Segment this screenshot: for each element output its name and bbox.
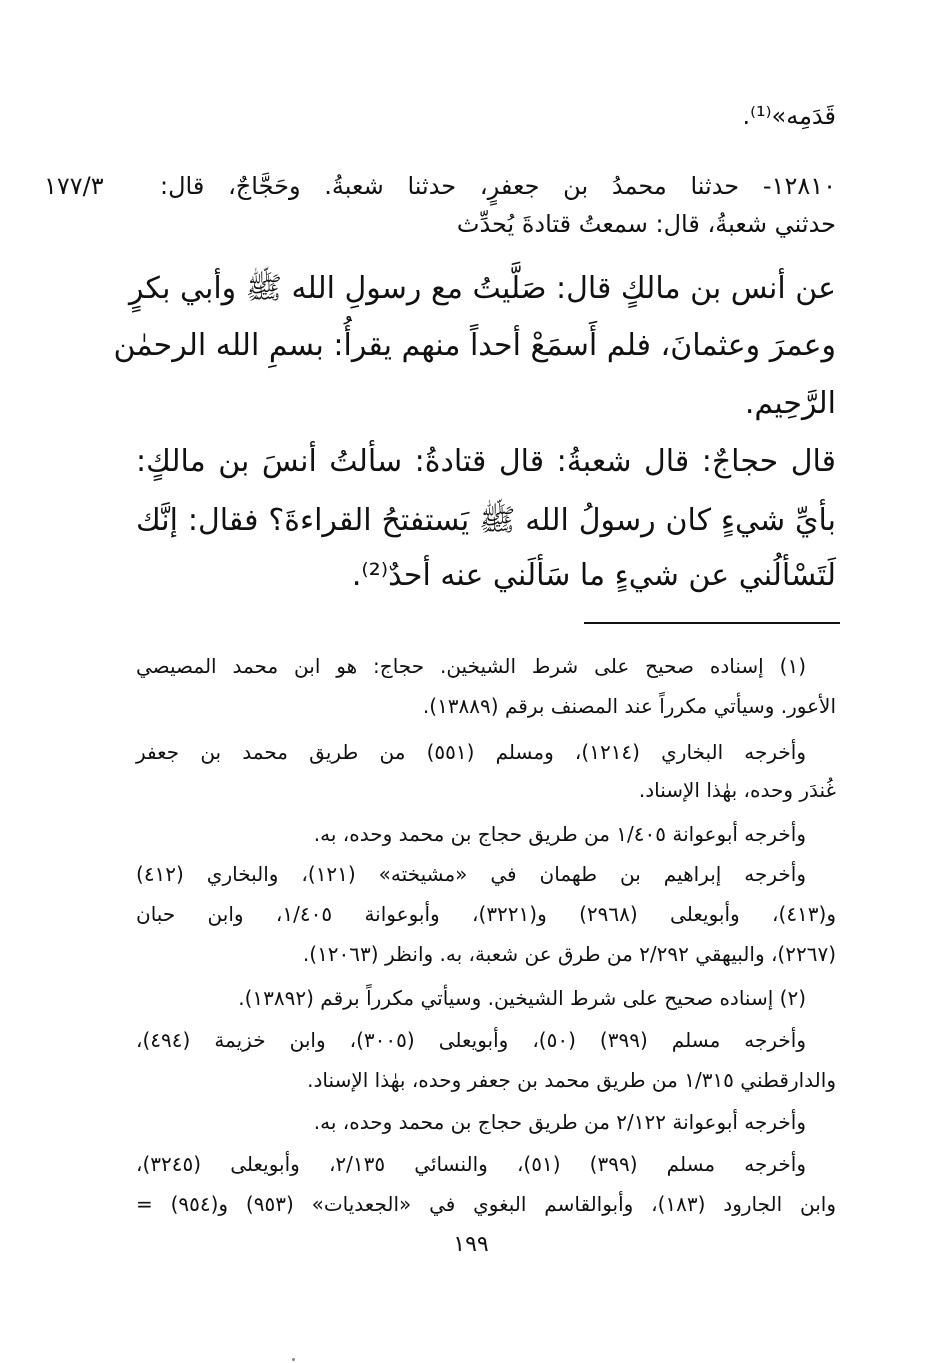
- footnote-line: (٢) إسناده صحيح على شرط الشيخين. وسيأتي مكرراً برقم (١٣٨٩٢).: [238, 986, 806, 1010]
- margin-volume-page-reference: ١٧٧/٣: [44, 172, 104, 200]
- hadith-matn-line: عن أنس بن مالكٍ قال: صَلَّيتُ مع رسولِ الله ﷺ وأبي بكرٍ: [128, 271, 836, 306]
- footnote-line: وأخرجه أبوعوانة ١/٤٠٥ من طريق حجاج بن محمد وحده، به.: [313, 822, 806, 846]
- footnote-line: وأخرجه البخاري (١٢١٤)، ومسلم (٥٥١) من طريق محمد بن جعفر: [136, 740, 807, 764]
- footnote-line: وأخرجه أبوعوانة ٢/١٢٢ من طريق حجاج بن محمد وحده، به.: [313, 1110, 806, 1134]
- footnote-line: والدارقطني ١/٣١٥ من طريق محمد بن جعفر وحده، بهٰذا الإسناد.: [307, 1068, 836, 1092]
- footnote-line: وابن الجارود (١٨٣)، وأبوالقاسم البغوي في «الجعديات» (٩٥٣) و(٩٥٤) =: [136, 1192, 836, 1216]
- hadith-isnad-line: حدثني شعبةُ، قال: سمعتُ قتادةَ يُحدِّث: [456, 210, 836, 238]
- hadith-matn-line: بأيِّ شيءٍ كان رسولُ الله ﷺ يَستفتحُ القراءةَ؟ فقال: إنَّك: [136, 503, 836, 538]
- footnote-line: الأعور. وسيأتي مكرراً عند المصنف برقم (١٣٨٨٩).: [422, 694, 836, 718]
- hadith-matn-line: لَتَسْألُني عن شيءٍ ما سَألَني عنه أحدٌ⁽²⁾.: [351, 558, 836, 593]
- footnote-line: غُندَر وحده، بهٰذا الإسناد.: [638, 778, 836, 802]
- footnote-separator: [584, 622, 840, 624]
- page-number: ١٩٩: [453, 1232, 489, 1257]
- footnote-line: (٢٢٦٧)، والبيهقي ٢/٢٩٢ من طرق عن شعبة، به. وانظر (١٢٠٦٣).: [302, 942, 836, 966]
- hadith-matn-line: الرَّحِيم.: [744, 386, 836, 421]
- footnote-line: و(٤١٣)، وأبويعلى (٢٩٦٨) و(٣٢٢١)، وأبوعوانة ١/٤٠٥، وابن حبان: [136, 902, 837, 926]
- scan-speck: [292, 1358, 295, 1361]
- footnote-line: وأخرجه مسلم (٣٩٩) (٥١)، والنسائي ٢/١٣٥، وأبويعلى (٣٢٤٥)،: [136, 1152, 806, 1176]
- hadith-matn-line: قال حجاجٌ: قال شعبةُ: قال قتادةُ: سألتُ أنسَ بن مالكٍ:: [136, 444, 836, 479]
- hadith-isnad-line: ١٢٨١٠- حدثنا محمدُ بن جعفرٍ، حدثنا شعبةُ. وحَجَّاجٌ، قال:: [160, 172, 836, 200]
- hadith-matn-line: وعمرَ وعثمانَ، فلم أَسمَعْ أحداً منهم يقرأُ: بسمِ الله الرحمٰن: [113, 328, 836, 363]
- text-line: قَدَمِه»⁽¹⁾.: [742, 102, 836, 130]
- footnote-line: وأخرجه مسلم (٣٩٩) (٥٠)، وأبويعلى (٣٠٠٥)، وابن خزيمة (٤٩٤)،: [136, 1028, 807, 1052]
- footnote-line: (١) إسناده صحيح على شرط الشيخين. حجاج: هو ابن محمد المصيصي: [136, 654, 806, 678]
- footnote-line: وأخرجه إبراهيم بن طهمان في «مشيخته» (١٢١)، والبخاري (٤١٢): [136, 862, 806, 886]
